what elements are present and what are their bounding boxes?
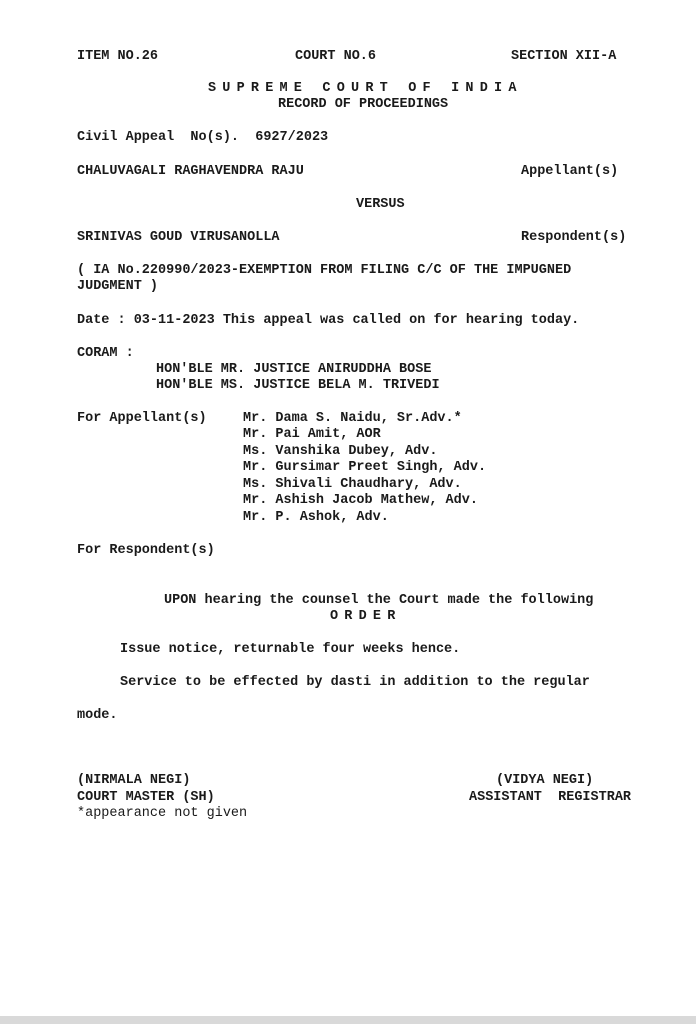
scan-bottom-edge	[0, 1016, 696, 1024]
counsel-name: Mr. Dama S. Naidu, Sr.Adv.*	[243, 411, 462, 426]
order-intro: UPON hearing the counsel the Court made the following	[164, 593, 594, 608]
respondent-counsel-label: For Respondent(s)	[77, 543, 215, 558]
order-paragraph-1: Issue notice, returnable four weeks hence.	[120, 642, 461, 657]
counsel-name: Mr. Ashish Jacob Mathew, Adv.	[243, 493, 478, 508]
counsel-name: Mr. P. Ashok, Adv.	[243, 510, 389, 525]
respondent-name: SRINIVAS GOUD VIRUSANOLLA	[77, 230, 280, 245]
judge-1: HON'BLE MR. JUSTICE ANIRUDDHA BOSE	[156, 362, 432, 377]
appellant-name: CHALUVAGALI RAGHAVENDRA RAJU	[77, 164, 304, 179]
section-label: SECTION XII-A	[511, 49, 617, 64]
document-subtitle: RECORD OF PROCEEDINGS	[278, 97, 449, 112]
ia-line-1: ( IA No.220990/2023-EXEMPTION FROM FILING C/C OF THE IMPUGNED	[77, 263, 572, 278]
signatory-right-title: ASSISTANT REGISTRAR	[469, 790, 632, 805]
item-number: ITEM NO.26	[77, 49, 159, 64]
counsel-name: Mr. Pai Amit, AOR	[243, 427, 381, 442]
counsel-name: Ms. Shivali Chaudhary, Adv.	[243, 477, 462, 492]
order-paragraph-2-end: mode.	[77, 708, 118, 723]
order-heading: ORDER	[330, 609, 402, 624]
versus-label: VERSUS	[356, 197, 405, 212]
appellant-counsel-label: For Appellant(s)	[77, 411, 207, 426]
appellant-label: Appellant(s)	[521, 164, 619, 179]
hearing-date-line: Date : 03-11-2023 This appeal was called on for hearing today.	[77, 313, 580, 328]
signatory-left-title: COURT MASTER (SH)	[77, 790, 215, 805]
signatory-left-name: (NIRMALA NEGI)	[77, 773, 191, 788]
ia-line-2: JUDGMENT )	[77, 279, 159, 294]
order-paragraph-2: Service to be effected by dasti in addition to the regular	[120, 675, 590, 690]
counsel-name: Ms. Vanshika Dubey, Adv.	[243, 444, 438, 459]
counsel-name: Mr. Gursimar Preet Singh, Adv.	[243, 460, 487, 475]
court-title: SUPREME COURT OF INDIA	[208, 81, 523, 96]
signatory-right-name: (VIDYA NEGI)	[496, 773, 594, 788]
judge-2: HON'BLE MS. JUSTICE BELA M. TRIVEDI	[156, 378, 440, 393]
respondent-label: Respondent(s)	[521, 230, 627, 245]
case-number: Civil Appeal No(s). 6927/2023	[77, 130, 329, 145]
court-number: COURT NO.6	[295, 49, 377, 64]
footnote: *appearance not given	[77, 806, 248, 821]
coram-label: CORAM :	[77, 346, 134, 361]
